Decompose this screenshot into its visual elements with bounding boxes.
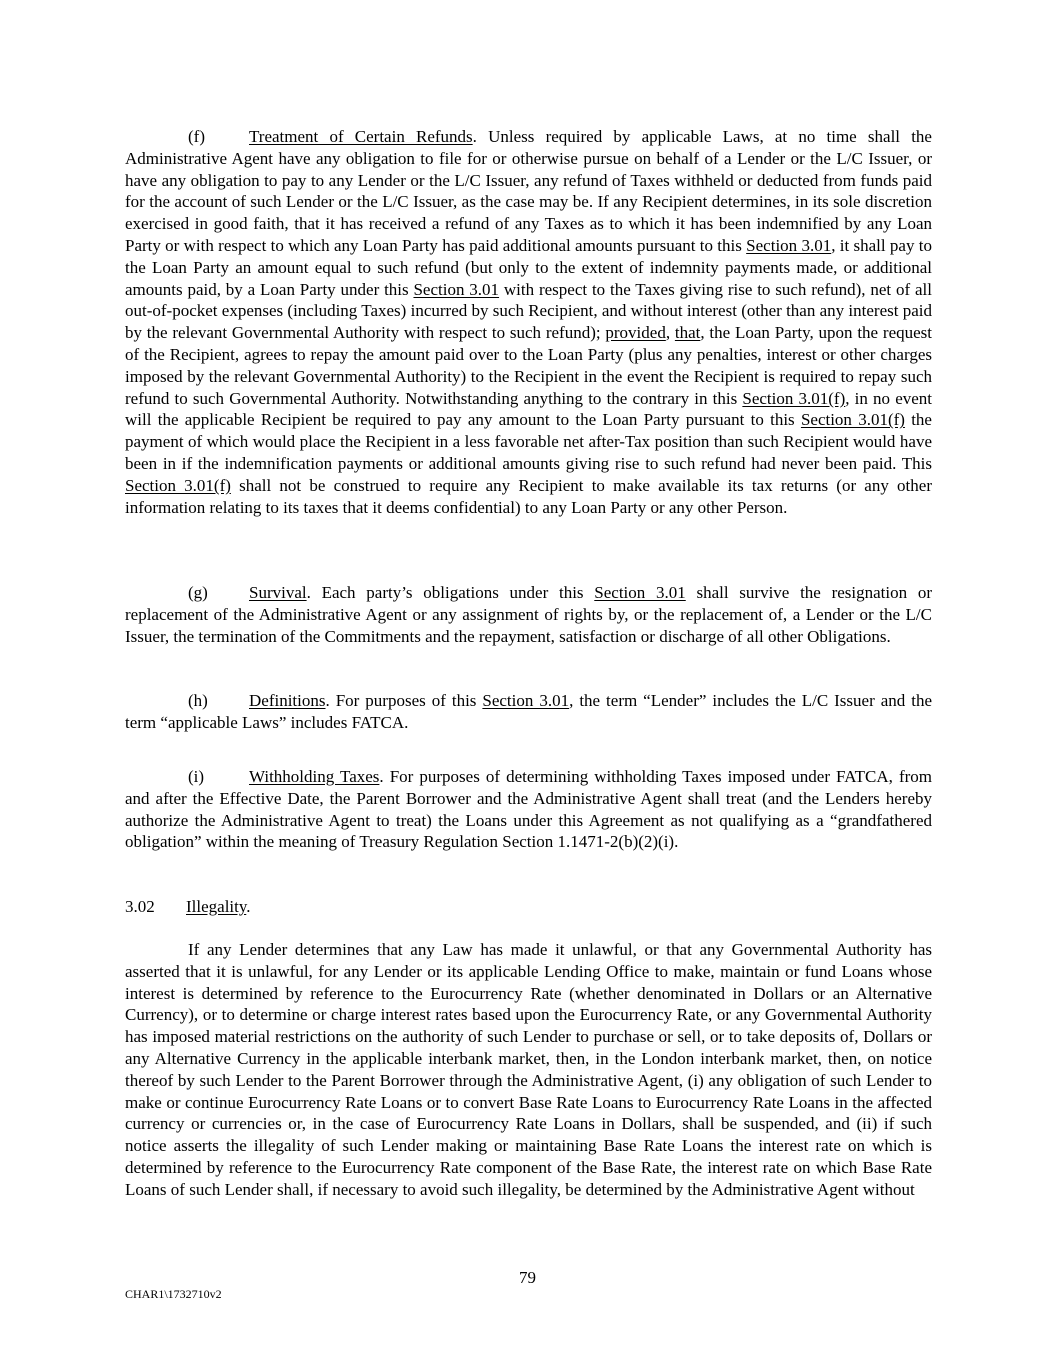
document-id: CHAR1\1732710v2 — [125, 1287, 222, 1301]
section-302-title: Illegality — [186, 897, 247, 916]
section-i-paragraph: (i) Withholding Taxes. For purposes of determining withholding Taxes imposed under FATCA, from and after the Effective Date, the Parent Borrower and the Administrative Agent shall treat (and the Lenders hereby authorize the Administrative Agent to treat) the Loans under this Agreement as not qualifying as a “grandfathered obligation” within the meaning of Treasury Regulation Section 1.1471-2(b)(2)(i). — [125, 767, 932, 852]
section-302-heading: 3.02 Illegality. — [125, 897, 251, 916]
section-302-number: 3.02 — [125, 897, 155, 916]
section-302-body: If any Lender determines that any Law has made it unlawful, or that any Governmental Authority has asserted that it is unlawful, for any Lender or its applicable Lending Office to make, maintain or fund Loans whose interest is determined by reference to the Eurocurrency Rate (whether denominated in Dollars or an Alternative Currency), or to determine or charge interest rates based upon the Eurocurrency Rate, or any Governmental Authority has imposed material restrictions on the authority of such Lender to purchase or sell, or to take deposits of, Dollars or any Alternative Currency in the applicable interbank market, then, in the London interbank market, then, on notice thereof by such Lender to the Parent Borrower through the Administrative Agent, (i) any obligation of such Lender to make or continue Eurocurrency Rate Loans or to convert Base Rate Loans to Eurocurrency Rate Loans in the affected currency or currencies or, in the case of Eurocurrency Rate Loans in Dollars, shall be suspended, and (ii) if such notice asserts the illegality of such Lender making or maintaining Base Rate Loans the interest rate on which is determined by reference to the Eurocurrency Rate component of the Base Rate, the interest rate on which Base Rate Loans of such Lender shall, if necessary to avoid such illegality, be determined by the Administrative Agent without — [125, 940, 932, 1199]
section-ref: Section 3.01 — [413, 279, 500, 299]
section-ref: Section 3.01 — [594, 583, 686, 602]
that-term: that — [674, 323, 701, 343]
section-h-heading: Definitions — [249, 691, 326, 710]
section-g-paragraph: (g) Survival. Each party’s obligations under this Section 3.01 shall survive the resignation or replacement of the Administrative Agent or any assignment of rights by, or the replacement of, a Lender or the L/C Issuer, the termination of the Commitments and the repayment, satisfaction or discharge of all other Obligations. — [125, 583, 932, 646]
section-f-label: (f) — [188, 127, 205, 146]
section-h-paragraph: (h) Definitions. For purposes of this Section 3.01, the term “Lender” includes the L/C Issuer and the term “applicable Laws” includes FATCA. — [125, 691, 932, 732]
section-f-heading: Treatment of Certain Refunds — [249, 127, 473, 146]
page-number: 79 — [519, 1268, 536, 1287]
section-ref: Section 3.01(f) — [125, 475, 231, 495]
section-i-heading: Withholding Taxes — [249, 767, 380, 786]
section-i-label: (i) — [188, 767, 205, 786]
section-ref: Section 3.01(f) — [800, 410, 905, 430]
section-ref: Section 3.01(f) — [742, 388, 846, 408]
section-g-heading: Survival — [249, 583, 307, 602]
section-h-label: (h) — [188, 691, 208, 710]
section-g-label: (g) — [188, 583, 208, 602]
section-ref: Section 3.01 — [746, 235, 832, 255]
section-ref: Section 3.01 — [482, 691, 570, 710]
section-f-paragraph: (f) Treatment of Certain Refunds. Unless required by applicable Laws, at no time shall the Administrative Agent have any obligation to file for or otherwise pursue on behalf of a Lender or the L/C Issuer, or have any obligation to pay to any Lender or the L/C Issuer, any refund of Taxes withheld or deducted from funds paid for the account of such Lender or the L/C Issuer, as the case may be. If any Recipient determines, in its sole discretion exercised in good faith, that it has received a refund of any Taxes as to which it has been indemnified by any Loan Party or with respect to which any Loan Party has paid additional amounts pursuant to this Section 3.01, it shall pay to the Loan Party an amount equal to such refund (but only to the extent of indemnity payments made, or additional amounts paid, by a Loan Party under this Section 3.01 with respect to the Taxes giving rise to such refund), net of all out-of-pocket expenses (including Taxes) incurred by such Recipient, and without interest (other than any interest paid by the relevant Governmental Authority with respect to such refund); provided, that, the Loan Party, upon the request of the Recipient, agrees to repay the amount paid over to the Loan Party (plus any penalties, interest or other charges imposed by the relevant Governmental Authority) to the Recipient in the event the Recipient is required to repay such refund to such Governmental Authority. Notwithstanding anything to the contrary in this Section 3.01(f), in no event will the applicable Recipient be required to pay any amount to the Loan Party pursuant to this Section 3.01(f) the payment of which would place the Recipient in a less favorable net after-Tax position than such Recipient would have been in if the indemnification payments or additional amounts giving rise to such refund had never been paid. This Section 3.01(f) shall not be construed to require any Recipient to make available its tax returns (or any other information relating to its taxes that it deems confidential) to any Loan Party or any other Person. — [125, 127, 933, 517]
provided-term: provided — [605, 323, 666, 343]
